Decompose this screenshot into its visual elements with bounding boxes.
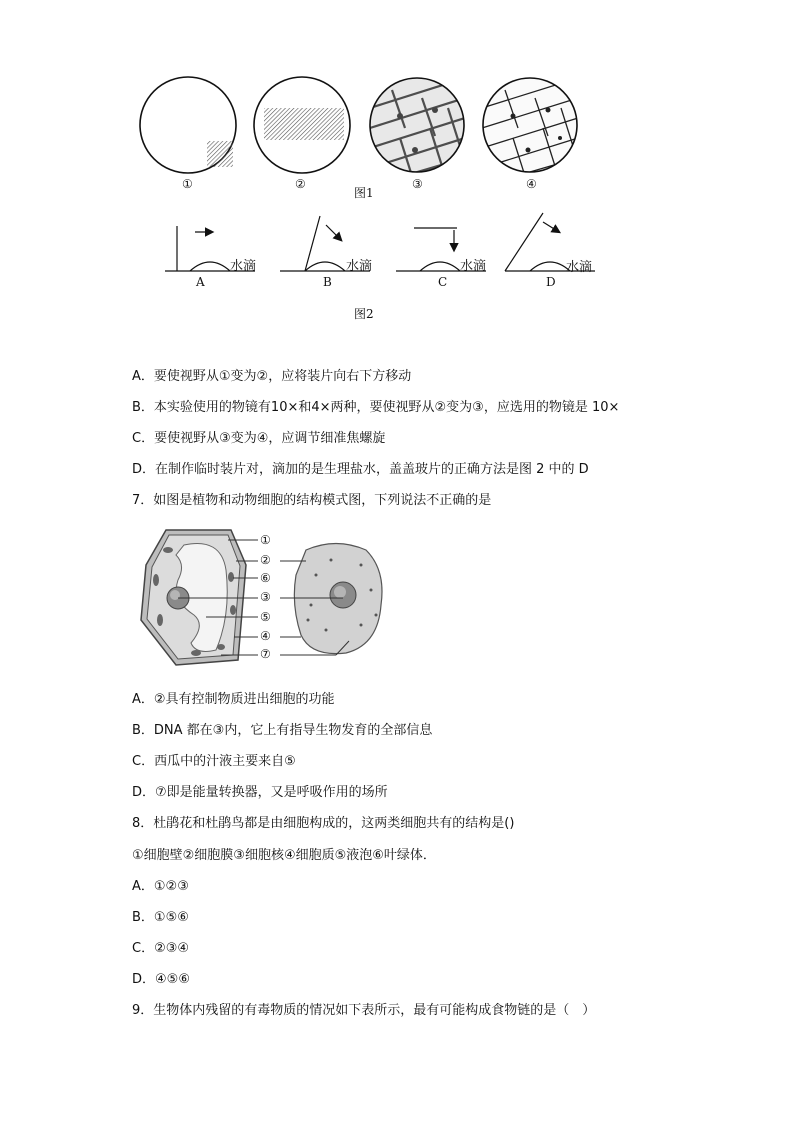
panel-label-c: C bbox=[438, 275, 448, 289]
view-circle-4-cells bbox=[482, 78, 578, 183]
cell-label-4: ④ bbox=[260, 629, 271, 643]
q8-items: ①细胞壁②细胞膜③细胞核④细胞质⑤液泡⑥叶绿体． bbox=[132, 848, 436, 863]
q6-option-a: A．要使视野从①变为②，应将装片向右下方移动 bbox=[132, 369, 412, 384]
circle-label-2: ② bbox=[295, 177, 306, 191]
cell-label-7: ⑦ bbox=[260, 647, 271, 661]
cell-label-3: ③ bbox=[260, 590, 271, 604]
water-drop-label-c: 水滴 bbox=[460, 259, 487, 274]
q7-option-b: B．DNA 都在③内，它上有指导生物发育的全部信息 bbox=[132, 723, 433, 738]
water-drop-label-a: 水滴 bbox=[230, 259, 257, 274]
q9-stem: 9．生物体内残留的有毒物质的情况如下表所示，最有可能构成食物链的是（ ） bbox=[132, 1003, 596, 1018]
figure-2-coverslip-methods bbox=[160, 208, 600, 278]
q8-option-d: D．④⑤⑥ bbox=[132, 972, 190, 987]
circle-label-3: ③ bbox=[412, 177, 423, 191]
q6-option-c: C．要使视野从③变为④，应调节细准焦螺旋 bbox=[132, 431, 386, 446]
q6-option-b: B．本实验使用的物镜有10×和4×两种，要使视野从②变为③，应选用的物镜是 10× bbox=[132, 400, 620, 415]
q8-stem: 8．杜鹃花和杜鹃鸟都是由细胞构成的，这两类细胞共有的结构是() bbox=[132, 816, 515, 831]
q8-option-c: C．②③④ bbox=[132, 941, 190, 956]
panel-label-b: B bbox=[323, 275, 332, 289]
water-drop-label-d: 水滴 bbox=[566, 260, 593, 275]
specimen-centered bbox=[264, 108, 344, 140]
circle-label-4: ④ bbox=[526, 177, 537, 191]
panel-label-a: A bbox=[196, 275, 205, 289]
water-drop-label-b: 水滴 bbox=[346, 259, 373, 274]
q7-option-a: A．②具有控制物质进出细胞的功能 bbox=[132, 692, 335, 707]
cell-label-6: ⑥ bbox=[260, 571, 271, 585]
q7-stem: 7．如图是植物和动物细胞的结构模式图，下列说法不正确的是 bbox=[132, 493, 492, 508]
figure-2-caption: 图2 bbox=[354, 307, 374, 321]
q8-option-a: A．①②③ bbox=[132, 879, 189, 894]
figure-1-caption: 图1 bbox=[354, 186, 374, 200]
view-circle-3-cells bbox=[370, 78, 465, 183]
q7-option-c: C．西瓜中的汁液主要来自⑤ bbox=[132, 754, 296, 769]
cell-label-1: ① bbox=[260, 533, 271, 547]
q8-option-b: B．①⑤⑥ bbox=[132, 910, 189, 925]
specimen-small bbox=[207, 141, 233, 167]
q6-option-d: D．在制作临时装片对，滴加的是生理盐水，盖盖玻片的正确方法是图 2 中的 D bbox=[132, 462, 589, 477]
panel-label-d: D bbox=[546, 275, 556, 289]
q7-option-d: D．⑦即是能量转换器，又是呼吸作用的场所 bbox=[132, 785, 388, 800]
cell-label-5: ⑤ bbox=[260, 610, 271, 624]
circle-label-1: ① bbox=[182, 177, 193, 191]
cell-label-2: ② bbox=[260, 553, 271, 567]
